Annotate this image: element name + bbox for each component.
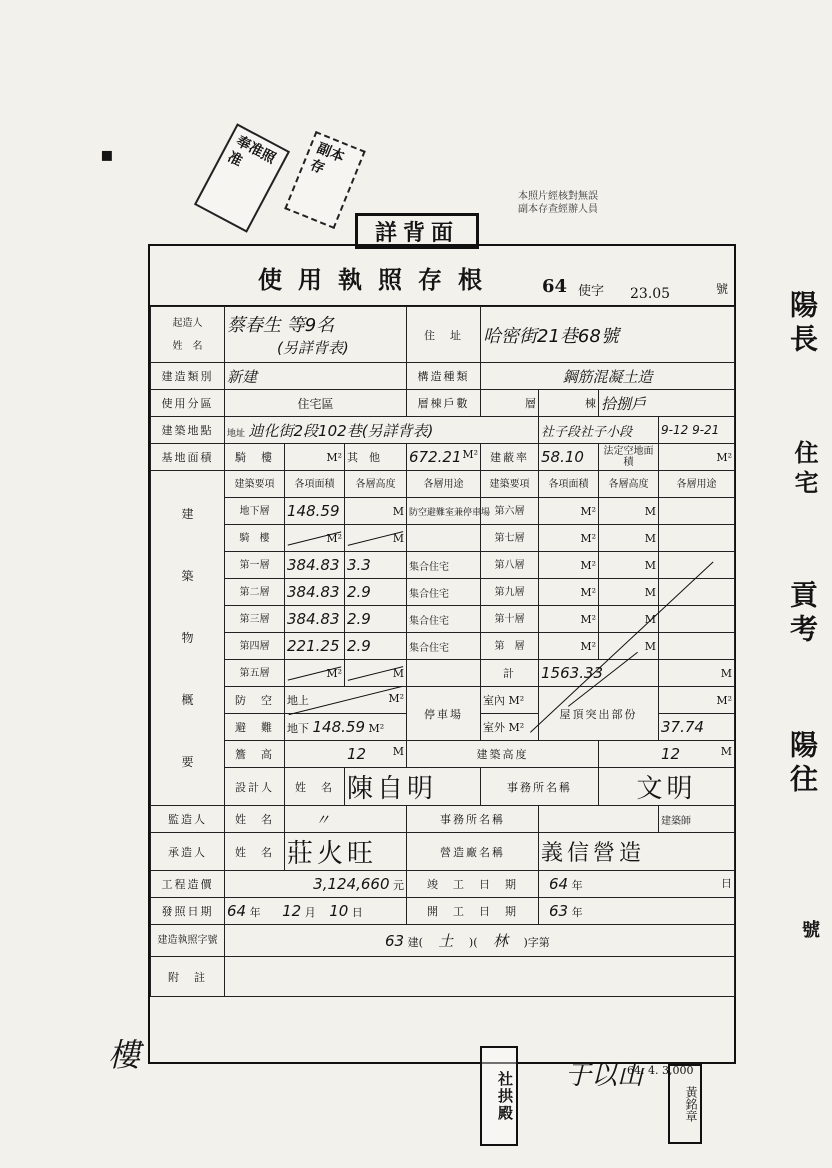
floor-name-right: 第十層 <box>481 606 539 633</box>
eave-unit: M <box>392 745 405 758</box>
permit-label: 建造執照字號 <box>151 925 225 957</box>
head-height-right: 各層高度 <box>599 471 659 498</box>
building-height-unit: M <box>720 745 733 758</box>
floors-label: 層棟戶數 <box>407 390 481 417</box>
section-char-4: 概 <box>181 693 194 707</box>
permit-year: 63 <box>385 932 405 950</box>
designer-office: 文明 <box>599 768 735 806</box>
floor-height-unit: M <box>345 525 407 552</box>
cost-unit: 元 <box>393 879 405 892</box>
contractor-firm-label: 營造廠名稱 <box>407 833 539 871</box>
permit-number-type: 使字 <box>578 284 605 299</box>
completion-year: 64 <box>549 875 569 893</box>
approval-stamp <box>194 123 290 232</box>
issue-day-unit: 日 <box>351 906 363 919</box>
build-type-value: 新建 <box>225 363 407 390</box>
floor-name: 第二層 <box>225 579 285 606</box>
head-use-right: 各層用途 <box>659 471 735 498</box>
designer-name: 陳自明 <box>345 768 481 806</box>
completion-date-cell <box>539 871 735 898</box>
see-reverse-text: 詳背面 <box>374 219 459 246</box>
floor-row <box>151 633 735 660</box>
site-value: 迪化街2段102巷(另詳背表) <box>248 421 434 440</box>
floor-area-unit: M² <box>285 660 345 687</box>
coverage-label: 建蔽率 <box>481 444 539 471</box>
head-area: 各項面積 <box>285 471 345 498</box>
site-value-cell <box>225 417 539 444</box>
head-height: 各層高度 <box>345 471 407 498</box>
floor-row <box>151 660 735 687</box>
floor-name: 第三層 <box>225 606 285 633</box>
build-type-label: 建造類別 <box>151 363 225 390</box>
indoor-label: 室內 <box>483 694 506 707</box>
floor-area-unit: M² <box>285 525 345 552</box>
building-height-value: 12 <box>661 745 681 763</box>
contractor-label: 承造人 <box>151 833 225 871</box>
floor-use-right <box>659 525 735 552</box>
completion-day-unit: 日 <box>721 877 733 890</box>
floor-use: 集合住宅 <box>407 552 481 579</box>
outdoor-unit: M² <box>508 721 525 734</box>
zone-row <box>151 390 735 417</box>
site-sub-label: 地址 <box>227 428 246 439</box>
officer-stamp-text: 黃銘章 <box>684 1086 698 1122</box>
floor-area-unit-right: M² <box>539 552 599 579</box>
floor-row <box>151 525 735 552</box>
issue-row <box>151 898 735 925</box>
verification-stamp <box>518 190 743 234</box>
permit-district-2: 林 <box>493 932 509 950</box>
floor-height-unit-right: M <box>599 498 659 525</box>
floor-use: 集合住宅 <box>407 633 481 660</box>
eave-row <box>151 741 735 768</box>
permit-number-value: 23.05 <box>630 286 671 302</box>
roof-unit: M² <box>659 687 735 714</box>
floor-use: 防空避難室兼停車場 <box>407 498 481 525</box>
permit-number-prefix: 64 <box>542 276 568 297</box>
floor-height-unit-right: M <box>599 633 659 660</box>
supervisor-name-label: 姓 名 <box>225 806 285 833</box>
floor-area-unit-right: M² <box>539 606 599 633</box>
other-value: 672.21 <box>409 448 462 466</box>
building-height-label: 建築高度 <box>407 741 599 768</box>
coverage-value: 58.10 <box>539 444 599 471</box>
floor-height-unit: M <box>345 660 407 687</box>
copy-stamp-text: 副本 存 <box>307 140 347 178</box>
permit-close: )( <box>468 936 478 949</box>
site-label: 建築地點 <box>151 417 225 444</box>
permit-text: 建( <box>407 936 423 949</box>
floor-name: 第一層 <box>225 552 285 579</box>
note-row <box>151 957 735 997</box>
address-label: 住 址 <box>407 307 481 363</box>
floors-unit-2: 棟 <box>539 390 599 417</box>
above-ground-label: 地上 <box>287 694 309 707</box>
open-space-label: 法定空地面積 <box>599 444 659 471</box>
head-item: 建築要項 <box>225 471 285 498</box>
floor-name-right: 第 層 <box>481 633 539 660</box>
designer-office-label: 事務所名稱 <box>481 768 599 806</box>
floors-value: 拾捌戶 <box>599 390 735 417</box>
side-note-5: 號 <box>799 920 820 944</box>
issue-month: 12 <box>282 902 302 920</box>
supervisor-label: 監造人 <box>151 806 225 833</box>
owner-label-1: 起造人 <box>172 317 203 329</box>
parking-label: 停車場 <box>407 687 481 741</box>
issue-date-cell <box>225 898 407 925</box>
below-ground-label: 地下 <box>287 722 309 735</box>
floor-height: 2.9 <box>345 633 407 660</box>
owner-label <box>151 307 225 363</box>
eave-value: 12 <box>347 745 367 763</box>
floor-area: 221.25 <box>285 633 345 660</box>
evacuation-label: 避 難 <box>225 714 285 741</box>
roof-label: 屋頂突出部份 <box>539 687 659 741</box>
start-date-cell <box>539 898 735 925</box>
note-label: 附 註 <box>151 957 225 997</box>
total-label: 計 <box>481 660 539 687</box>
section-char-5: 要 <box>181 755 194 769</box>
total-value: 1563.33 <box>539 660 659 687</box>
below-ground-value: 148.59 <box>312 718 365 736</box>
zone-label: 使用分區 <box>151 390 225 417</box>
floor-area-unit-right: M² <box>539 498 599 525</box>
contractor-row <box>151 833 735 871</box>
indoor-unit: M² <box>508 694 525 707</box>
cost-cell <box>225 871 407 898</box>
start-year: 63 <box>549 902 569 920</box>
build-type-row <box>151 363 735 390</box>
building-section-label <box>151 471 225 806</box>
open-space-unit: M² <box>659 444 735 471</box>
floor-height-unit-right: M <box>599 579 659 606</box>
cost-row <box>151 871 735 898</box>
above-ground-unit: M² <box>388 692 405 705</box>
floor-row <box>151 606 735 633</box>
other-value-cell <box>407 444 481 471</box>
address-value: 哈密街21巷68號 <box>481 307 735 363</box>
floor-area-unit-right: M² <box>539 525 599 552</box>
base-area-label: 基地面積 <box>151 444 225 471</box>
other-cell <box>345 444 407 471</box>
floor-row <box>151 498 735 525</box>
floor-height: 2.9 <box>345 606 407 633</box>
eave-label: 簷 高 <box>225 741 285 768</box>
issue-month-unit: 月 <box>304 906 316 919</box>
structure-label: 構造種類 <box>407 363 481 390</box>
note-value <box>225 957 735 997</box>
other-label: 其 他 <box>347 451 380 464</box>
supervisor-office <box>539 806 659 833</box>
completion-date-label: 竣 工 日 期 <box>407 871 539 898</box>
zone-value: 住宅區 <box>225 390 407 417</box>
section-char-2: 築 <box>181 569 194 583</box>
above-ground-cell <box>285 687 407 714</box>
floor-use-right <box>659 606 735 633</box>
approval-stamp-text: 奉准照准 <box>224 133 278 170</box>
site-lot-number: 9-12 9-21 <box>659 417 735 444</box>
air-raid-label: 防 空 <box>225 687 285 714</box>
floor-height: 3.3 <box>345 552 407 579</box>
structure-value: 鋼筋混凝土造 <box>481 363 735 390</box>
floor-name-right: 第九層 <box>481 579 539 606</box>
floor-name-right: 第六層 <box>481 498 539 525</box>
permit-number-suffix: 號 <box>716 282 729 296</box>
owner-value-2: (另詳背表) <box>277 339 349 357</box>
floor-name: 第五層 <box>225 660 285 687</box>
form-header <box>150 246 734 306</box>
eave-value-cell <box>285 741 407 768</box>
copy-stamp <box>284 131 366 229</box>
floor-use-right <box>659 498 735 525</box>
contractor-firm: 義信營造 <box>539 833 735 871</box>
verification-line-1: 本照片經核對無誤 <box>518 191 598 202</box>
arcade-unit: M² <box>285 444 345 471</box>
floor-name: 第四層 <box>225 633 285 660</box>
start-year-unit: 年 <box>571 906 583 919</box>
building-head-row <box>151 471 735 498</box>
section-char-1: 建 <box>181 507 194 521</box>
designer-label: 設計人 <box>225 768 285 806</box>
floors-unit-1: 層 <box>481 390 539 417</box>
floor-area-unit-right: M² <box>539 579 599 606</box>
form-title: 使用執照存根 <box>258 265 498 294</box>
floor-area: 384.83 <box>285 552 345 579</box>
site-row <box>151 417 735 444</box>
issue-date-label: 發照日期 <box>151 898 225 925</box>
side-note-3: 貢考 <box>786 580 819 648</box>
base-area-row <box>151 444 735 471</box>
contractor-name-label: 姓 名 <box>225 833 285 871</box>
indoor-cell <box>481 687 539 714</box>
floor-name: 地下層 <box>225 498 285 525</box>
site-lot: 社子段社子小段 <box>539 417 659 444</box>
floor-use: 集合住宅 <box>407 579 481 606</box>
supervisor-row <box>151 806 735 833</box>
usage-permit-form <box>148 244 736 1064</box>
side-note-1: 陽長 <box>786 290 819 358</box>
other-unit: M² <box>462 448 479 461</box>
inspector-stamp-text: 社拱殿 <box>496 1070 514 1122</box>
floor-name-right: 第八層 <box>481 552 539 579</box>
floor-use-right <box>659 552 735 579</box>
floor-height-unit: M <box>345 498 407 525</box>
owner-row <box>151 307 735 363</box>
permit-value-cell <box>225 925 735 957</box>
supervisor-office-label: 事務所名稱 <box>407 806 539 833</box>
floor-name: 騎 樓 <box>225 525 285 552</box>
completion-year-unit: 年 <box>571 879 583 892</box>
floor-height-unit-right: M <box>599 552 659 579</box>
side-note-4: 陽往 <box>786 730 819 798</box>
floor-area-unit-right: M² <box>539 633 599 660</box>
floor-area: 148.59 <box>285 498 345 525</box>
start-date-label: 開 工 日 期 <box>407 898 539 925</box>
floor-row <box>151 552 735 579</box>
total-height-unit: M <box>659 660 735 687</box>
floor-height-unit-right: M <box>599 525 659 552</box>
issue-day: 10 <box>329 902 349 920</box>
supervisor-architect-suffix: 建築師 <box>659 806 735 833</box>
bottom-signature: 于以山 <box>565 1061 644 1091</box>
owner-label-2: 姓 名 <box>172 340 203 352</box>
head-area-right: 各項面積 <box>539 471 599 498</box>
floor-use-right <box>659 633 735 660</box>
owner-value: 蔡春生 等9名 <box>227 315 335 336</box>
owner-value-cell <box>225 307 407 363</box>
floor-row <box>151 579 735 606</box>
contractor-name: 莊火旺 <box>285 833 407 871</box>
permit-row <box>151 925 735 957</box>
head-item-right: 建築要項 <box>481 471 539 498</box>
below-ground-unit: M² <box>368 722 385 735</box>
permit-end: )字第 <box>523 936 550 949</box>
floor-area: 384.83 <box>285 606 345 633</box>
verification-line-2: 副本存查經辦人員 <box>518 204 598 215</box>
floor-name-right: 第七層 <box>481 525 539 552</box>
issue-year: 64 <box>227 902 247 920</box>
floor-area: 384.83 <box>285 579 345 606</box>
building-height-cell <box>599 741 735 768</box>
cost-label: 工程造價 <box>151 871 225 898</box>
left-margin-note: 樓 <box>108 1036 141 1074</box>
print-mark: 64. 4. 3,000 <box>627 1064 694 1077</box>
designer-row <box>151 768 735 806</box>
permit-district: 土 <box>438 932 454 950</box>
outdoor-label: 室外 <box>483 721 506 734</box>
issue-year-unit: 年 <box>249 906 261 919</box>
margin-dot: ▪ <box>100 142 114 166</box>
air-raid-row <box>151 687 735 714</box>
inspector-stamp <box>480 1046 518 1146</box>
roof-value: 37.74 <box>659 714 735 741</box>
floor-use <box>407 525 481 552</box>
floor-height-unit-right: M <box>599 606 659 633</box>
head-use: 各層用途 <box>407 471 481 498</box>
form-grid <box>150 306 735 997</box>
side-note-2: 住宅 <box>790 440 819 500</box>
designer-name-label: 姓 名 <box>285 768 345 806</box>
outdoor-cell <box>481 714 539 741</box>
arcade-label: 騎 樓 <box>225 444 285 471</box>
below-ground-cell <box>285 714 407 741</box>
floor-use: 集合住宅 <box>407 606 481 633</box>
cost-value: 3,124,660 <box>313 875 390 893</box>
section-char-3: 物 <box>181 631 194 645</box>
supervisor-name: 〃 <box>285 806 407 833</box>
floor-height: 2.9 <box>345 579 407 606</box>
floor-use <box>407 660 481 687</box>
